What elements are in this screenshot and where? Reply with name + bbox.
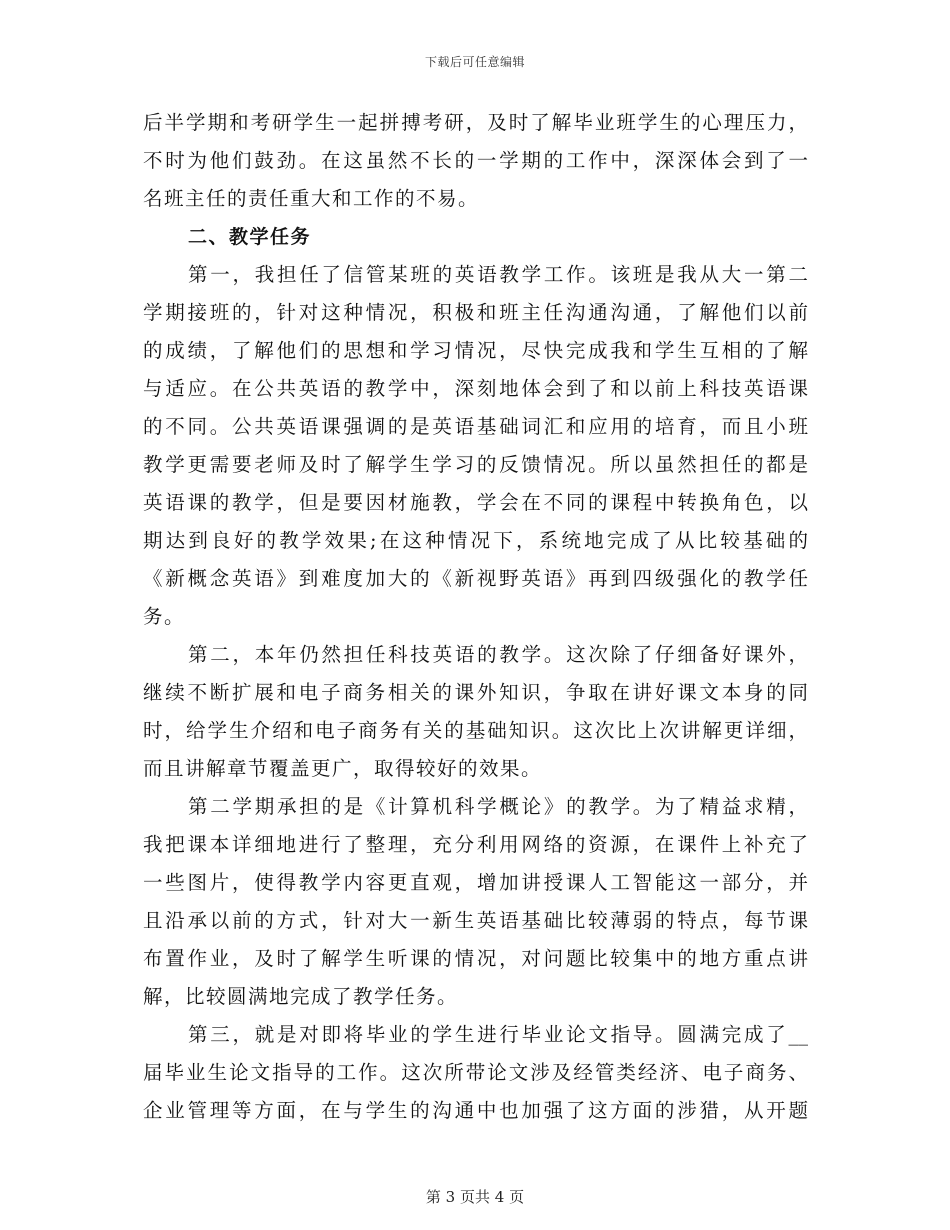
text-line: 不时为他们鼓劲。在这虽然不长的一学期的工作中，深深体会到了一	[143, 149, 808, 172]
text-line: 期达到良好的教学效果;在这种情况下，系统地完成了从比较基础的	[143, 529, 808, 552]
text-line: 我把课本详细地进行了整理，充分利用网络的资源，在课件上补充了	[143, 833, 808, 856]
text-line: 的不同。公共英语课强调的是英语基础词汇和应用的培育，而且小班	[143, 415, 808, 438]
text-line: 时，给学生介绍和电子商务有关的基础知识。这次比上次讲解更详细，	[143, 719, 808, 742]
text-line: 学期接班的，针对这种情况，积极和班主任沟通沟通，了解他们以前	[143, 301, 808, 324]
text-line: 教学更需要老师及时了解学生学习的反馈情况。所以虽然担任的都是	[143, 453, 808, 476]
text-line: 名班主任的责任重大和工作的不易。	[143, 187, 480, 210]
text-line: 一些图片，使得教学内容更直观，增加讲授课人工智能这一部分，并	[143, 871, 808, 894]
text-line: 《新概念英语》到难度加大的《新视野英语》再到四级强化的教学任	[143, 567, 808, 590]
text-line: 后半学期和考研学生一起拼搏考研，及时了解毕业班学生的心理压力，	[143, 111, 808, 134]
page-footer: 第 3 页共 4 页	[425, 1188, 525, 1206]
paragraph-start-line: 第一，我担任了信管某班的英语教学工作。该班是我从大一第二	[188, 263, 808, 286]
text-line: 继续不断扩展和电子商务相关的课外知识，争取在讲好课文本身的同	[143, 681, 808, 704]
text-line: 企业管理等方面，在与学生的沟通中也加强了这方面的涉猎，从开题	[143, 1099, 808, 1122]
document-body	[143, 104, 808, 1130]
text-line: 的成绩，了解他们的思想和学习情况，尽快完成我和学生互相的了解	[143, 339, 808, 362]
text-line: 布置作业，及时了解学生听课的情况，对问题比较集中的地方重点讲	[143, 947, 808, 970]
paragraph-start-line: 第二，本年仍然担任科技英语的教学。这次除了仔细备好课外，	[188, 643, 808, 666]
text-line: 与适应。在公共英语的教学中，深刻地体会到了和以前上科技英语课	[143, 377, 808, 400]
text-line: 解，比较圆满地完成了教学任务。	[143, 985, 459, 1008]
paragraph-start-line: 第三，就是对即将毕业的学生进行毕业论文指导。圆满完成了__	[188, 1023, 808, 1046]
text-line: 务。	[143, 605, 186, 628]
page-header: 下载后可任意编辑	[424, 55, 525, 69]
paragraph-start-line: 第二学期承担的是《计算机科学概论》的教学。为了精益求精，	[188, 795, 808, 818]
text-line: 英语课的教学，但是要因材施教，学会在不同的课程中转换角色，以	[143, 491, 808, 514]
text-line: 且沿承以前的方式，针对大一新生英语基础比较薄弱的特点，每节课	[143, 909, 808, 932]
text-line: 届毕业生论文指导的工作。这次所带论文涉及经管类经济、电子商务、	[143, 1061, 808, 1084]
section-heading: 二、教学任务	[188, 226, 312, 248]
text-line: 而且讲解章节覆盖更广，取得较好的效果。	[143, 757, 543, 780]
